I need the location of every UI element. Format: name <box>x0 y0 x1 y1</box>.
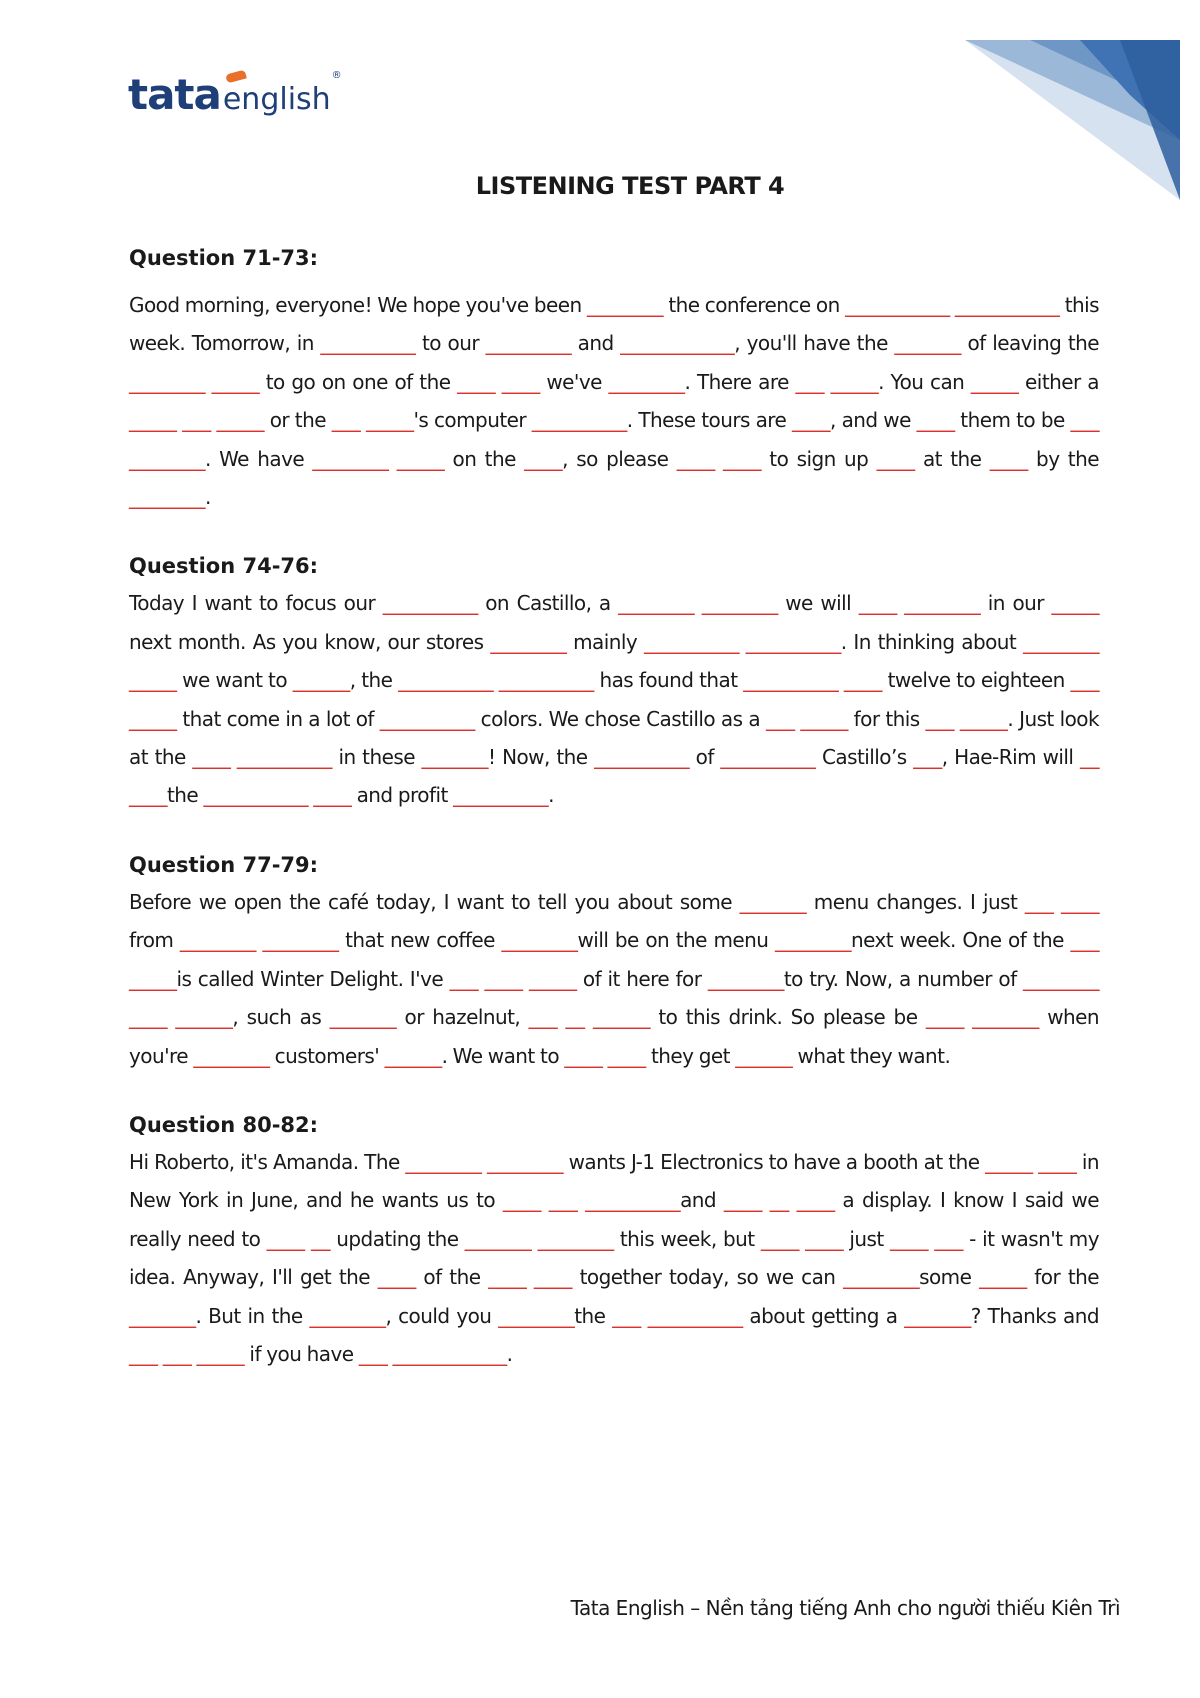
answer-blank: ____ <box>796 1188 835 1213</box>
answer-blank: __________ <box>382 591 478 616</box>
answer-blank: __________ <box>643 629 739 654</box>
answer-blank: ____ <box>488 1265 527 1290</box>
answer-blank: _____ <box>396 446 445 471</box>
answer-blank: _______ <box>329 1005 397 1030</box>
question-heading: Question 80-82: <box>129 1112 319 1137</box>
answer-blank: ___ <box>162 1341 192 1366</box>
answer-blank: ___ <box>129 1341 158 1366</box>
answer-blank: ____ <box>1061 889 1100 914</box>
answer-blank: ________ <box>501 928 578 953</box>
question-text: Today I want to focus our __________ on Castillo, a ________ ________ we will ____ ________ in our _____ next month. As you know, our stores ________ mainly __________ __________. In thinking about ________ _____ we want to ______, the __________ __________ has found that __________ ____ twelve to eighteen ___ _____ that come in a lot of __________ colors. We chose Castillo as a ___ _____ for this ___ _____. Just look at the ____ __________ in these _______! Now, the __________ of __________ Castillo’s ___, Hae-Rim will __ ____the ___________ ____ and profit __________. <box>129 591 1100 808</box>
question-text: Hi Roberto, it's Amanda. The ________ ________ wants J-1 Electronics to have a booth at the _____ ____ in New York in June, and he wants us to ____ ___ __________and ____ __ ____ a display. I know I said we really need to ____ __ updating the _______ ________ this week, but ____ ____ just ____ ___ - it wasn't my idea. Anyway, I'll get the ____ of the ____ ____ together today, so we can ________some _____ for the _______. But in the ________, could you ________the ___ __________ about getting a _______? Thanks and ___ ___ _____ if you have ___ ____________. <box>129 1149 1100 1366</box>
logo-wordmark: tata <box>128 70 221 119</box>
answer-blank: ______ <box>735 1043 793 1068</box>
answer-blank: ____ <box>676 446 715 471</box>
answer-blank: ____ <box>313 783 352 808</box>
answer-blank: ____ <box>129 783 167 808</box>
answer-blank: ___________ <box>203 783 308 808</box>
answer-blank: ___ <box>913 745 942 770</box>
answer-blank: __________ <box>743 668 839 693</box>
worksheet-content <box>129 240 1099 1373</box>
answer-blank: _____ <box>129 966 177 991</box>
answer-blank: ____ <box>843 668 882 693</box>
question-section <box>129 847 1099 1075</box>
answer-blank: ___ <box>765 706 795 731</box>
answer-blank: _______ <box>129 1303 196 1328</box>
page-title: LISTENING TEST PART 4 <box>475 172 785 200</box>
answer-blank: ___ <box>1070 928 1099 953</box>
answer-blank: _______ <box>739 889 807 914</box>
question-text: Before we open the café today, I want to tell you about some _______ menu changes. I just ___ ____ from ________ ________ that new coffee ________will be on the menu ________next week. One of the ___ _____is called Winter Delight. I've ___ ____ _____ of it here for ________to try. Now, a number of ________ ____ ______, such as _______ or hazelnut, ___ __ ______ to this drink. So please be ____ _______ when you're ________ customers' ______. We want to ____ ____ they get ______ what they want. <box>129 889 1100 1068</box>
answer-blank: ____ <box>457 369 496 394</box>
answer-blank: ________ <box>129 446 205 471</box>
answer-blank: ________ <box>904 591 981 616</box>
answer-blank: ____ <box>377 1265 416 1290</box>
answer-blank: ____ <box>266 1226 305 1251</box>
answer-blank: ________ <box>1023 966 1099 991</box>
answer-blank: ____ <box>524 446 563 471</box>
answer-blank: _______ <box>904 1303 971 1328</box>
answer-blank: ________ <box>701 591 778 616</box>
answer-blank: ______ <box>175 1005 233 1030</box>
question-heading: Question 74-76: <box>129 554 319 579</box>
answer-blank: __________ <box>379 706 475 731</box>
answer-blank: ________ <box>608 369 685 394</box>
answer-blank: ____________ <box>392 1341 507 1366</box>
question-section <box>129 240 1099 516</box>
answer-blank: ________ <box>587 293 663 317</box>
answer-blank: ____ <box>502 1188 541 1213</box>
answer-blank: ____ <box>858 591 897 616</box>
answer-blank: ____ <box>925 1005 964 1030</box>
answer-blank: ________ <box>843 1265 920 1290</box>
answer-blank: ________ <box>774 928 851 953</box>
answer-blank: ___ <box>795 369 824 394</box>
answer-blank: ________ <box>498 1303 575 1328</box>
answer-blank: ____ <box>916 408 955 433</box>
answer-blank: _____ <box>528 966 577 991</box>
answer-blank: _______ <box>421 745 489 770</box>
answer-blank: ________ <box>312 446 389 471</box>
answer-blank: ______ <box>384 1043 442 1068</box>
answer-blank: ____ <box>607 1043 646 1068</box>
answer-blank: ____ <box>723 446 761 471</box>
answer-blank: __ <box>1079 745 1099 770</box>
answer-blank: _____ <box>129 668 177 693</box>
question-section <box>129 548 1099 814</box>
answer-blank: ___ <box>612 1303 641 1328</box>
answer-blank: ___ <box>1024 889 1054 914</box>
answer-blank: __________ <box>236 745 332 770</box>
answer-blank: _____ <box>129 408 177 433</box>
answer-blank: ___ <box>449 966 479 991</box>
answer-blank: _____ <box>959 706 1008 731</box>
answer-blank: ____ <box>890 1226 929 1251</box>
answer-blank: ____ <box>129 1005 167 1030</box>
answer-blank: _____ <box>196 1341 245 1366</box>
answer-blank: ___ <box>358 1341 388 1366</box>
answer-blank: ________ <box>490 629 567 654</box>
answer-blank: ____________ <box>620 331 735 356</box>
answer-blank: ____ <box>484 966 523 991</box>
answer-blank: _______ <box>464 1226 532 1251</box>
answer-blank: _____ <box>970 369 1019 394</box>
question-heading: Question 71-73: <box>129 246 319 270</box>
answer-blank: ________ <box>1023 629 1100 654</box>
answer-blank: __________ <box>594 745 690 770</box>
tata-english-logo <box>128 70 342 119</box>
answer-blank: ________ <box>262 928 339 953</box>
answer-blank: ___________ <box>954 293 1060 317</box>
answer-blank: ____ <box>805 1226 844 1251</box>
answer-blank: _____ <box>216 408 264 433</box>
page-footer: Tata English – Nền tảng tiếng Anh cho người thiếu Kiên Trì <box>570 1596 1120 1620</box>
answer-blank: ________ <box>309 1303 386 1328</box>
answer-blank: ________ <box>618 591 695 616</box>
answer-blank: ________ <box>129 485 205 510</box>
answer-blank: __________ <box>647 1303 743 1328</box>
answer-blank: __ <box>565 1005 585 1030</box>
answer-blank: _______ <box>972 1005 1039 1030</box>
answer-blank: _____ <box>800 706 848 731</box>
answer-blank: __________ <box>720 745 816 770</box>
question-text: Good morning, everyone! We hope you've been ________ the conference on ___________ ___________ this week. Tomorrow, in __________ to our _________ and ____________, you'll have the _______ of leaving the ________ _____ to go on one of the ____ ____ we've ________. There are ___ _____. You can _____ either a _____ ___ _____ or the ___ _____'s computer __________. These tours are ____, and we ____ them to be ___ ________. We have ________ _____ on the ____, so please ____ ____ to sign up ____ at the ____ by the ________. <box>129 293 1099 510</box>
answer-blank: ________ <box>179 928 256 953</box>
answer-blank: _______ <box>894 331 961 356</box>
answer-blank: ___ <box>528 1005 558 1030</box>
answer-blank: ________ <box>537 1226 614 1251</box>
answer-blank: __________ <box>745 629 841 654</box>
question-section <box>129 1107 1099 1373</box>
answer-blank: ________ <box>707 966 784 991</box>
answer-blank: __________ <box>585 1188 681 1213</box>
answer-blank: ____ <box>501 369 540 394</box>
answer-blank: ____ <box>876 446 915 471</box>
answer-blank: ________ <box>193 1043 270 1068</box>
answer-blank: ______ <box>592 1005 650 1030</box>
answer-blank: _____ <box>211 369 260 394</box>
answer-blank: ____ <box>723 1188 762 1213</box>
answer-blank: __ <box>310 1226 330 1251</box>
answer-blank: __________ <box>398 668 494 693</box>
answer-blank: _____ <box>1051 591 1099 616</box>
answer-blank: _____ <box>979 1265 1027 1290</box>
answer-blank: ____ <box>192 745 231 770</box>
answer-blank: ___ <box>331 408 361 433</box>
answer-blank: ____ <box>533 1265 572 1290</box>
answer-blank: __ <box>769 1188 789 1213</box>
answer-blank: ____ <box>792 408 831 433</box>
answer-blank: ____ <box>564 1043 603 1068</box>
answer-blank: ___ <box>934 1226 963 1251</box>
answer-blank: __________ <box>453 783 549 808</box>
answer-blank: ___ <box>548 1188 578 1213</box>
answer-blank: ___ <box>1070 668 1099 693</box>
answer-blank: ____ <box>1038 1149 1077 1174</box>
answer-blank: _____ <box>129 706 177 731</box>
answer-blank: ____ <box>760 1226 799 1251</box>
answer-blank: _____ <box>985 1149 1033 1174</box>
answer-blank: __________ <box>320 331 416 356</box>
answer-blank: ______ <box>292 668 350 693</box>
answer-blank: ________ <box>129 369 205 394</box>
answer-blank: __________ <box>498 668 594 693</box>
logo-registered-mark: ® <box>331 70 342 81</box>
answer-blank: _________ <box>485 331 572 356</box>
answer-blank: ________ <box>486 1149 563 1174</box>
answer-blank: _____ <box>365 408 414 433</box>
answer-blank: ________ <box>405 1149 482 1174</box>
question-heading: Question 77-79: <box>129 852 319 877</box>
answer-blank: __________ <box>531 408 627 433</box>
answer-blank: ____ <box>989 446 1028 471</box>
answer-blank: _____ <box>830 369 879 394</box>
answer-blank: ___________ <box>845 293 950 317</box>
answer-blank: ___ <box>925 706 955 731</box>
logo-subword: english <box>222 82 331 117</box>
answer-blank: ___ <box>182 408 211 433</box>
answer-blank: ___ <box>1070 408 1099 433</box>
